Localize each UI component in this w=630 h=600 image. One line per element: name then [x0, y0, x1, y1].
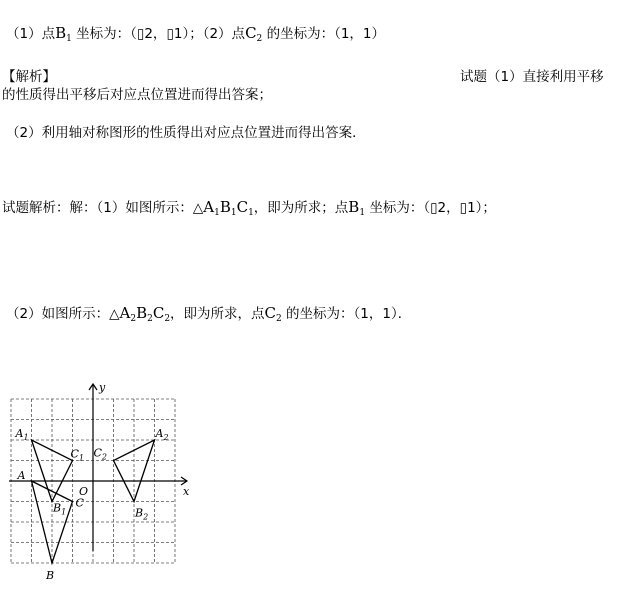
coordinate-grid-figure: [0, 368, 215, 600]
solution1-coords-end: 1）；: [467, 200, 496, 216]
solution1-prefix: 试题解析：解：（1）如图所示：△: [2, 200, 204, 216]
analysis-right-text: 试题（1）直接利用平移: [460, 69, 604, 85]
triangle-a2b2c2-label: $A_2B_2C_2$: [119, 304, 171, 324]
analysis-line3: （2）利用轴对称图形的性质得出对应点位置进而得出答案．: [6, 125, 366, 141]
triangle-a1b1c1-label: $A_1B_1C_1$: [203, 198, 254, 218]
axes: [9, 384, 187, 551]
vertex-label-c1: $C_1$: [70, 447, 85, 463]
solution2-tail: 的坐标为：（1，1）．: [281, 306, 412, 322]
placeholder-glyph: ▯: [430, 200, 438, 216]
answer-part1-middle: 坐标为：（: [71, 26, 137, 42]
answer-part1-prefix: （1）点: [6, 26, 56, 42]
vertex-label-a2: $A_2$: [155, 427, 169, 442]
vertex-label-c: C: [75, 496, 84, 510]
solution1-tail: 坐标为：（: [365, 200, 431, 216]
answer-line: [6, 24, 385, 48]
vertex-label-b1: $B_1$: [53, 501, 67, 517]
solution-line1: [2, 198, 496, 222]
x-axis-label: x: [183, 485, 190, 498]
answer-part2-suffix: 的坐标为：（1，1）: [262, 26, 386, 42]
vertex-label-c2: $C_2$: [93, 446, 108, 462]
vertex-label-b2: $B_2$: [135, 506, 149, 522]
placeholder-glyph: ▯: [136, 26, 145, 42]
solution2-mid: ，即为所求，点: [170, 306, 265, 322]
solution1-mid: ，即为所求；点: [253, 200, 349, 216]
solution1-coords: 2，: [437, 200, 460, 216]
point-label-b1-solution: $B_1$: [348, 198, 366, 218]
solution2-prefix: （2）如图所示：△: [6, 306, 120, 322]
origin-label: O: [79, 485, 89, 498]
point-label-c2: $C_2$: [245, 24, 263, 44]
point-label-c2-solution: $C_2$: [264, 304, 282, 324]
analysis-heading: 【解析】: [2, 69, 56, 85]
vertex-label-a: A: [17, 469, 26, 482]
answer-part1-coords-end: 1）；（2）点: [173, 26, 246, 42]
analysis-line2: 的性质得出平移后对应点位置进而得出答案；: [2, 87, 272, 103]
placeholder-glyph: ▯: [459, 200, 468, 216]
vertex-label-a1: $A_1$: [15, 427, 29, 442]
placeholder-glyph: ▯: [166, 26, 174, 42]
vertex-label-b: B: [46, 569, 55, 582]
y-axis-label: y: [99, 381, 106, 394]
point-label-b1: $B_1$: [55, 24, 72, 44]
answer-part1-coords: 2，: [144, 26, 167, 42]
solution-line2: [6, 304, 411, 328]
